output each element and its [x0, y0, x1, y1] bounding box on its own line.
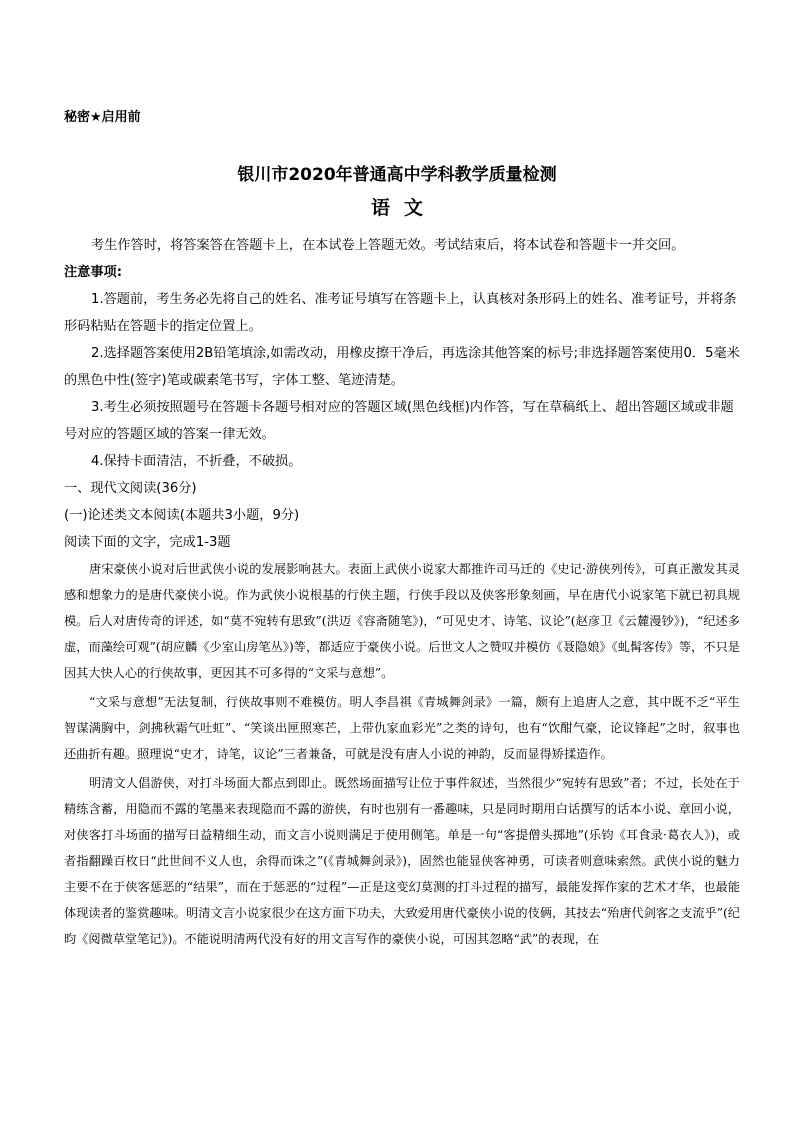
- subject-title: 语文: [370, 197, 437, 219]
- notes-heading: 注意事项:: [64, 265, 123, 280]
- note-item: 4.保持卡面清洁，不折叠，不破损。: [91, 454, 302, 469]
- passage-text: [64, 556, 740, 952]
- passage-paragraph: 明清文人倡游侠，对打斗场面大都点到即止。既然场面描写让位于事件叙述，当然很少“宛转有思致”者；不过，长处在于精练含蓄，用隐而不露的笔墨来表现隐而不露的游侠，有时也别有一番趣味，只是同时期用白话撰写的话本小说、章回小说，对侠客打斗场面的描写日益精细生动，而文言小说则满足于使用侧笔。单是一句“客提僧头掷地”(乐钧《耳食录·葛衣人》)，或者指翻躁百枚日“此世间不义人也，余得而诛之”(《青城舞剑录》)，固然也能显侠客神勇，可读者则意味索然。武侠小说的魅力主要不在于侠客惩恶的“结果”，而在于惩恶的“过程”—正是这变幻莫测的打斗过程的描写，最能发挥作家的艺术才华，也最能体现读者的鉴赏趣味。明清文言小说家很少在这方面下功夫，大致爱用唐代豪侠小说的伎俩，其技去“殆唐代剑客之支流乎”(纪昀《阅微草堂笔记》)。不能说明清两代没有好的用文言写作的豪侠小说，可因其忽略“武”的表现，在: [64, 776, 740, 946]
- exam-title: 银川市2020年普通高中学科教学质量检测: [237, 165, 557, 185]
- note-item: 3.考生必须按照题号在答题卡各题号相对应的答题区域(黑色线框)内作答，写在草稿纸上、超出答题区域或非题号对应的答题区域的答案一律无效。: [64, 400, 734, 442]
- section-heading: 一、现代文阅读(36分): [64, 481, 197, 496]
- instructions-intro: 考生作答时，将答案答在答题卡上，在本试卷上答题无效。考试结束后，将本试卷和答题卡一并交回。: [91, 238, 685, 253]
- passage-paragraph: “文采与意想”无法复制，行侠故事则不难模仿。明人李昌祺《青城舞剑录》一篇，颇有上追唐人之意，其中既不乏“平生智谋满胸中，剑拂秋霜气吐虹”、“笑谈出匣照寒芒，上带仇家血彩光”之类的诗句，也有“饮酣气豪，论议锋起”之时，叙事也还曲折有趣。照理说“史才，诗笔，议论”三者兼备，可就是没有唐人小说的神韵，反而显得矫揉造作。: [64, 695, 740, 761]
- reading-prompt: 阅读下面的文字，完成1-3题: [64, 535, 231, 550]
- note-item: 2.选择题答案使用2B铅笔填涂,如需改动，用橡皮擦干净后，再选涂其他答案的标号;非选择题答案使用0．5毫米的黑色中性(签字)笔或碳素笔书写，字体工整、笔迹清楚。: [64, 346, 740, 388]
- instructions-block: [64, 232, 740, 556]
- note-item: 1.答题前，考生务必先将自己的姓名、准考证号填写在答题卡上，认真核对条形码上的姓名、准考证号，并将条形码粘贴在答题卡的指定位置上。: [64, 292, 737, 334]
- passage-paragraph: 唐宋豪侠小说对后世武侠小说的发展影响甚大。表面上武侠小说家大都推许司马迁的《史记·游侠列传》，可真正激发其灵感和想象力的是唐代豪侠小说。作为武侠小说根基的行侠主题，行侠手段以及侠客形象刻画，早在唐代小说家笔下就已初具规模。后人对唐传奇的评述，如“莫不宛转有思致”(洪迈《容斋随笔》)，“可见史才、诗笔、议论”(赵彦卫《云麓漫钞》)，“纪述多虚，而藻绘可观”(胡应麟《少室山房笔丛》)等，都适应于豪侠小说。后世文人之赞叹并模仿《聂隐娘》《虬髯客传》等，不只是因其大快人心的行侠故事，更因其不可多得的“文采与意想”。: [64, 562, 740, 680]
- secret-label: 秘密★启用前: [64, 110, 141, 125]
- subsection-heading: (一)论述类文本阅读(本题共3小题，9分): [64, 508, 300, 523]
